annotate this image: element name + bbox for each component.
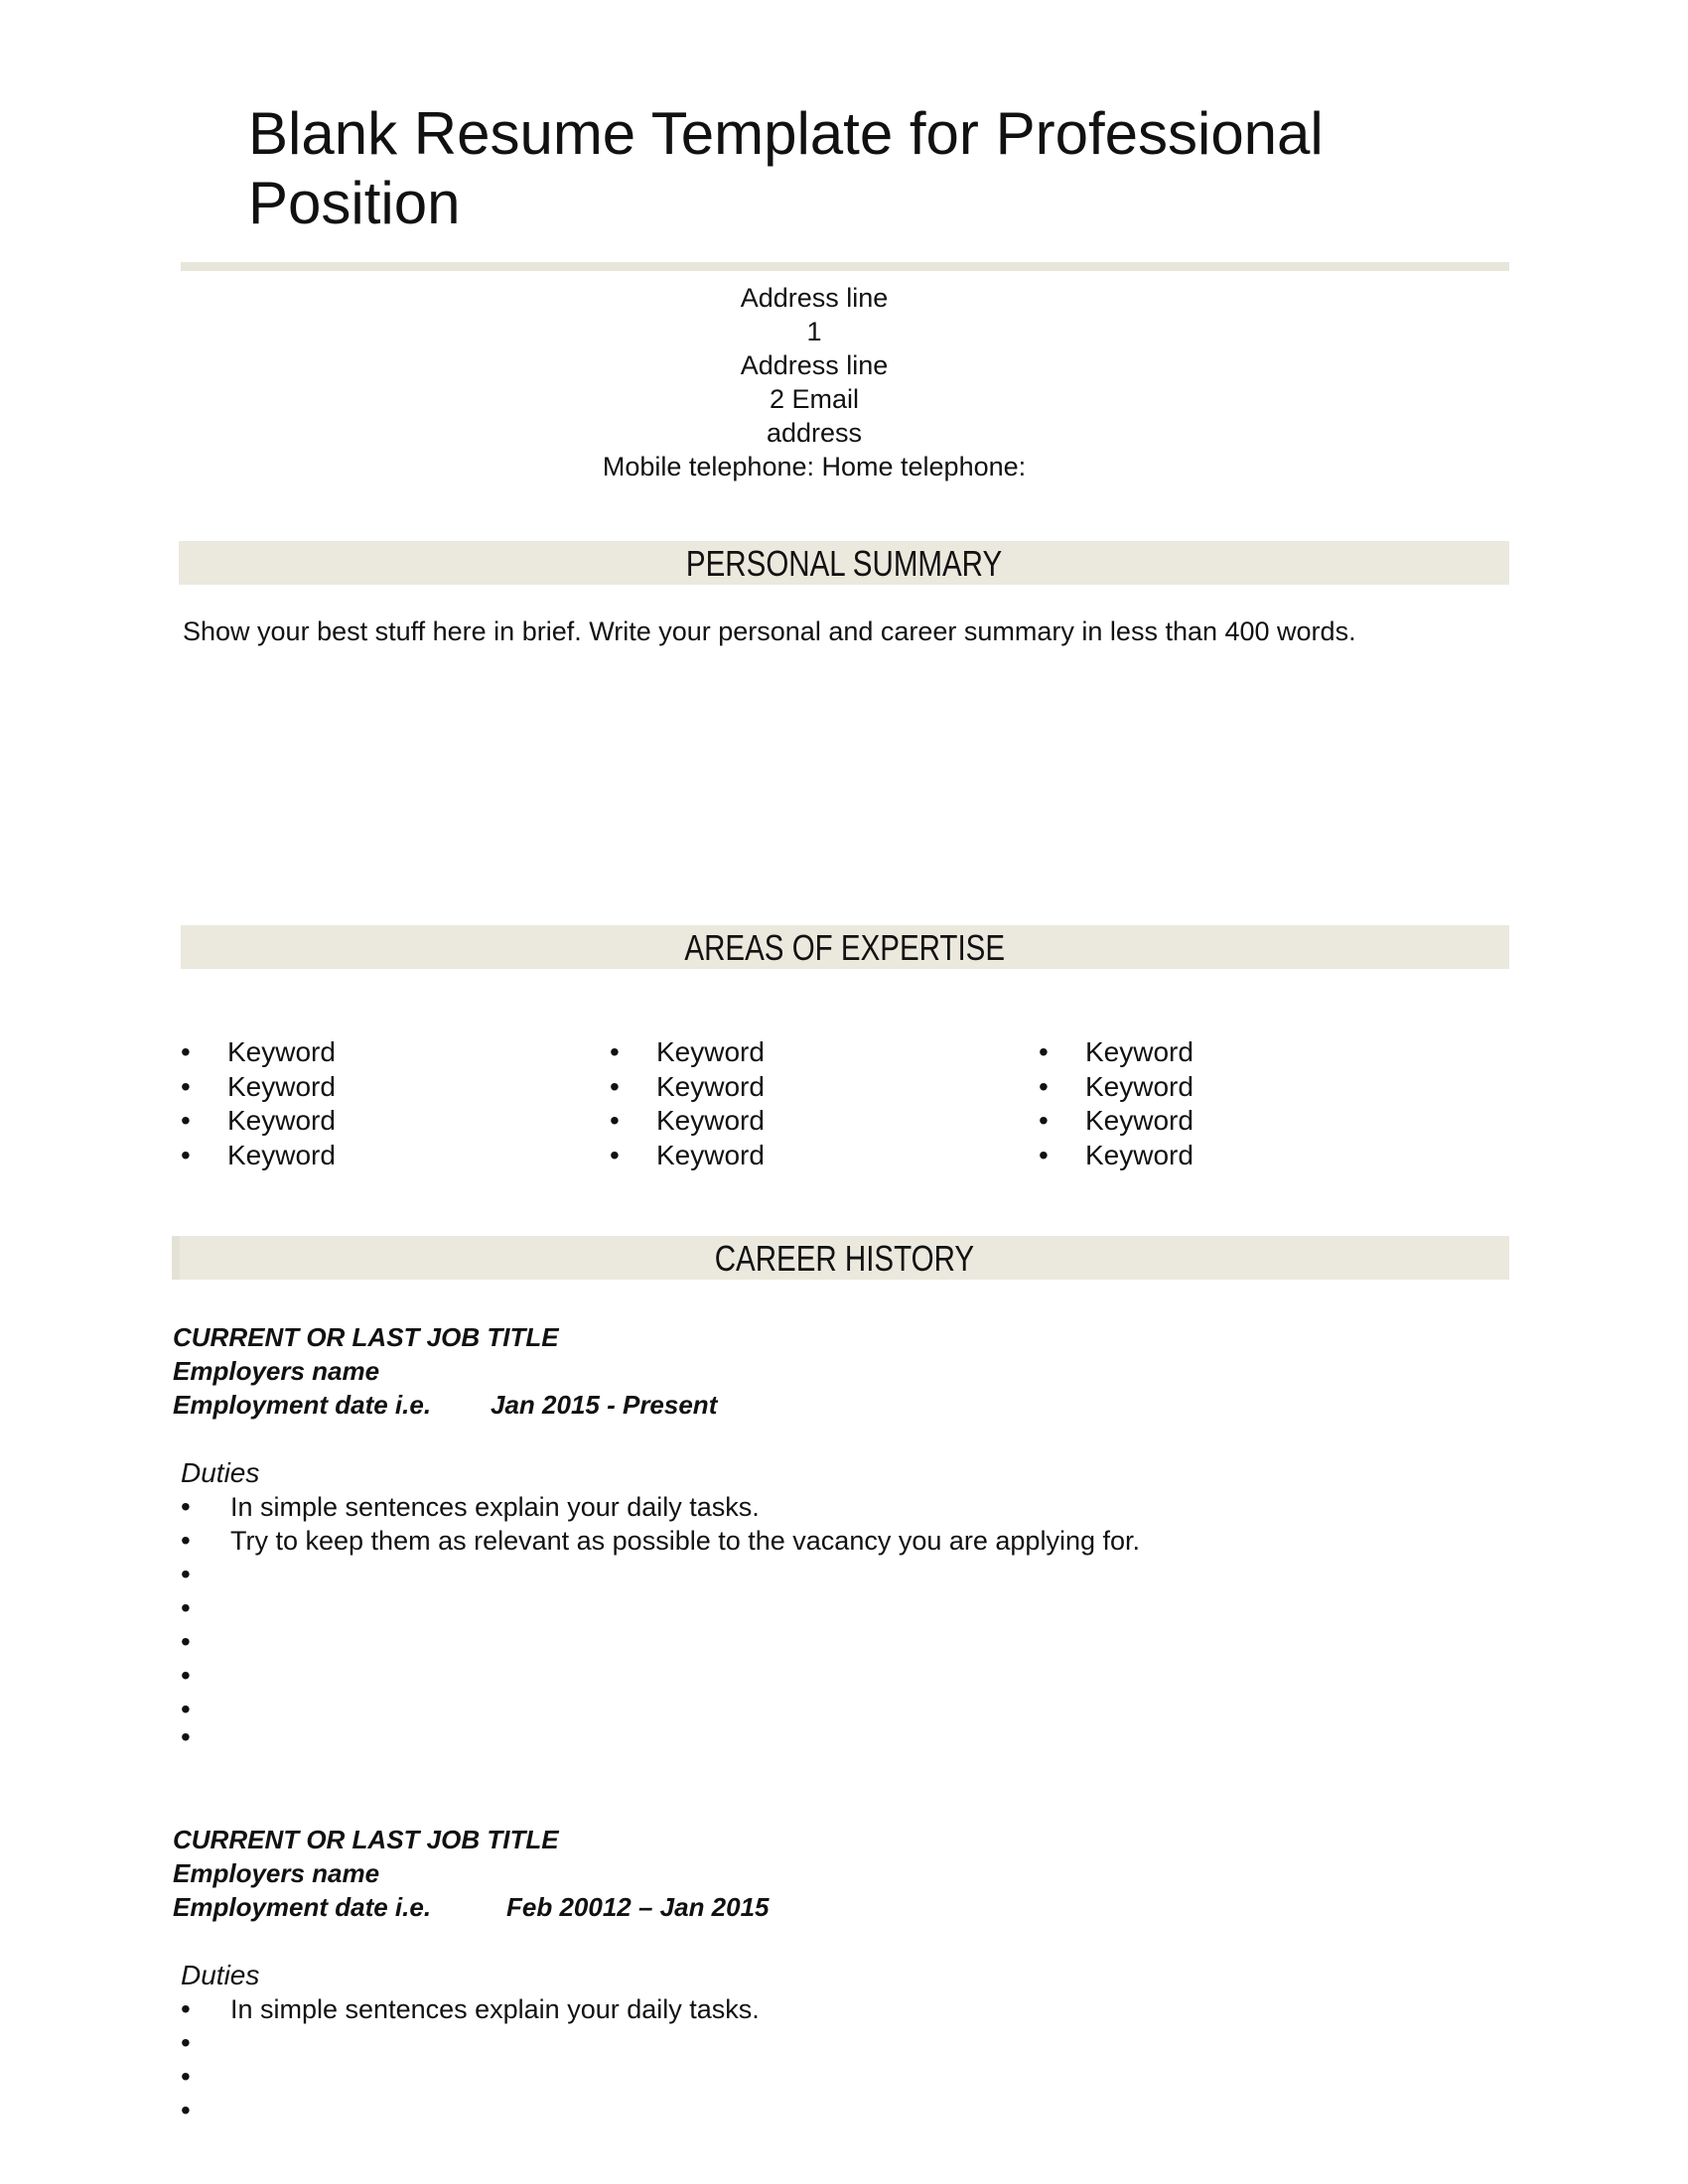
bullet-icon: • <box>181 1694 191 1724</box>
keyword: Keyword <box>227 1139 336 1170</box>
bullet-icon: • <box>181 1105 191 1136</box>
employment-date <box>173 1890 1066 1924</box>
duties-label: Duties <box>181 1960 260 1990</box>
list-item <box>181 1104 578 1139</box>
contact-line: 1 <box>806 317 822 346</box>
duties-list <box>181 1959 1472 2127</box>
expertise-column <box>1039 1035 1436 1172</box>
bullet-icon: • <box>1039 1139 1049 1170</box>
list-item <box>181 1035 578 1070</box>
keyword: Keyword <box>1085 1036 1194 1067</box>
bullet-icon: • <box>181 1525 191 1556</box>
list-item <box>181 1591 1472 1625</box>
list-item <box>181 1659 1472 1693</box>
bullet-icon: • <box>181 1139 191 1170</box>
bullet-icon: • <box>181 2027 191 2058</box>
keyword: Keyword <box>656 1070 765 1102</box>
bullet-icon: • <box>181 1070 191 1102</box>
bullet-icon: • <box>181 1721 191 1752</box>
bullet-icon: • <box>610 1105 620 1136</box>
employer-name: Employers name <box>173 1858 380 1888</box>
list-item <box>181 1070 578 1105</box>
list-item <box>181 1992 1472 2026</box>
keyword: Keyword <box>1085 1139 1194 1170</box>
employment-date <box>173 1388 1066 1422</box>
bullet-icon: • <box>181 1491 191 1522</box>
bullet-icon: • <box>1039 1070 1049 1102</box>
bullet-icon: • <box>181 1036 191 1067</box>
bullet-icon: • <box>181 1626 191 1657</box>
date-label: Employment date i.e. <box>173 1892 432 1922</box>
list-item <box>181 2026 1472 2060</box>
keyword: Keyword <box>1085 1105 1194 1136</box>
contact-line: 2 Email <box>769 384 860 414</box>
bullet-icon: • <box>1039 1105 1049 1136</box>
contact-line: Address line <box>740 350 889 380</box>
contact-line: address <box>766 418 863 448</box>
list-item <box>181 1524 1472 1558</box>
contact-line: Address line <box>740 283 889 313</box>
duties-label: Duties <box>181 1457 260 1488</box>
list-item <box>610 1070 1007 1105</box>
bullet-icon: • <box>610 1139 620 1170</box>
keyword: Keyword <box>656 1036 765 1067</box>
keyword: Keyword <box>227 1105 336 1136</box>
bullet-icon: • <box>610 1036 620 1067</box>
duties-list <box>181 1456 1472 1754</box>
job-title: CURRENT OR LAST JOB TITLE <box>173 1825 559 1854</box>
list-item <box>1039 1070 1436 1105</box>
duty-text: In simple sentences explain your daily tasks. <box>230 1492 760 1522</box>
date-label: Employment date i.e. <box>173 1390 432 1420</box>
list-item <box>181 1558 1472 1591</box>
contact-line: Mobile telephone: Home telephone: <box>602 452 1027 481</box>
expertise-column <box>181 1035 578 1172</box>
list-item <box>610 1139 1007 1173</box>
bullet-icon: • <box>181 1592 191 1623</box>
contact-block <box>556 281 1072 483</box>
list-item <box>181 1693 1472 1724</box>
list-item <box>610 1035 1007 1070</box>
bullet-icon: • <box>181 1559 191 1589</box>
keyword: Keyword <box>227 1070 336 1102</box>
page-title: Blank Resume Template for Professional Position <box>248 100 1324 236</box>
job-entry-header <box>173 1823 1066 1924</box>
date-value: Feb 20012 – Jan 2015 <box>506 1892 770 1922</box>
expertise-column <box>610 1035 1007 1172</box>
job-entry-header <box>173 1320 1066 1422</box>
list-item <box>181 1490 1472 1524</box>
list-item <box>1039 1139 1436 1173</box>
keyword: Keyword <box>656 1105 765 1136</box>
bullet-icon: • <box>1039 1036 1049 1067</box>
job-title: CURRENT OR LAST JOB TITLE <box>173 1322 559 1352</box>
duty-text: In simple sentences explain your daily tasks. <box>230 1994 760 2024</box>
list-item <box>181 1139 578 1173</box>
list-item <box>181 2060 1472 2094</box>
section-header-areas-of-expertise <box>181 925 1509 969</box>
bullet-icon: • <box>181 1660 191 1691</box>
date-value: Jan 2015 - Present <box>491 1390 718 1420</box>
section-header-personal-summary <box>179 541 1509 585</box>
keyword: Keyword <box>656 1139 765 1170</box>
bullet-icon: • <box>610 1070 620 1102</box>
list-item <box>610 1104 1007 1139</box>
section-heading: PERSONAL SUMMARY <box>685 543 1003 584</box>
section-heading: AREAS OF EXPERTISE <box>684 927 1006 968</box>
list-item <box>1039 1104 1436 1139</box>
list-item <box>1039 1035 1436 1070</box>
employer-name: Employers name <box>173 1356 380 1386</box>
keyword: Keyword <box>1085 1070 1194 1102</box>
section-header-career-history <box>172 1236 1509 1280</box>
duty-text: Try to keep them as relevant as possible to the vacancy you are applying for. <box>230 1526 1140 1556</box>
list-item <box>181 1625 1472 1659</box>
bullet-icon: • <box>181 2061 191 2092</box>
personal-summary-text: Show your best stuff here in brief. Write your personal and career summary in less than 400 words. <box>183 616 1356 646</box>
list-item <box>181 2094 1472 2127</box>
keyword: Keyword <box>227 1036 336 1067</box>
header-divider <box>181 262 1509 271</box>
list-item <box>181 1720 1472 1754</box>
section-heading: CAREER HISTORY <box>714 1238 975 1279</box>
bullet-icon: • <box>181 1993 191 2024</box>
bullet-icon: • <box>181 2095 191 2125</box>
